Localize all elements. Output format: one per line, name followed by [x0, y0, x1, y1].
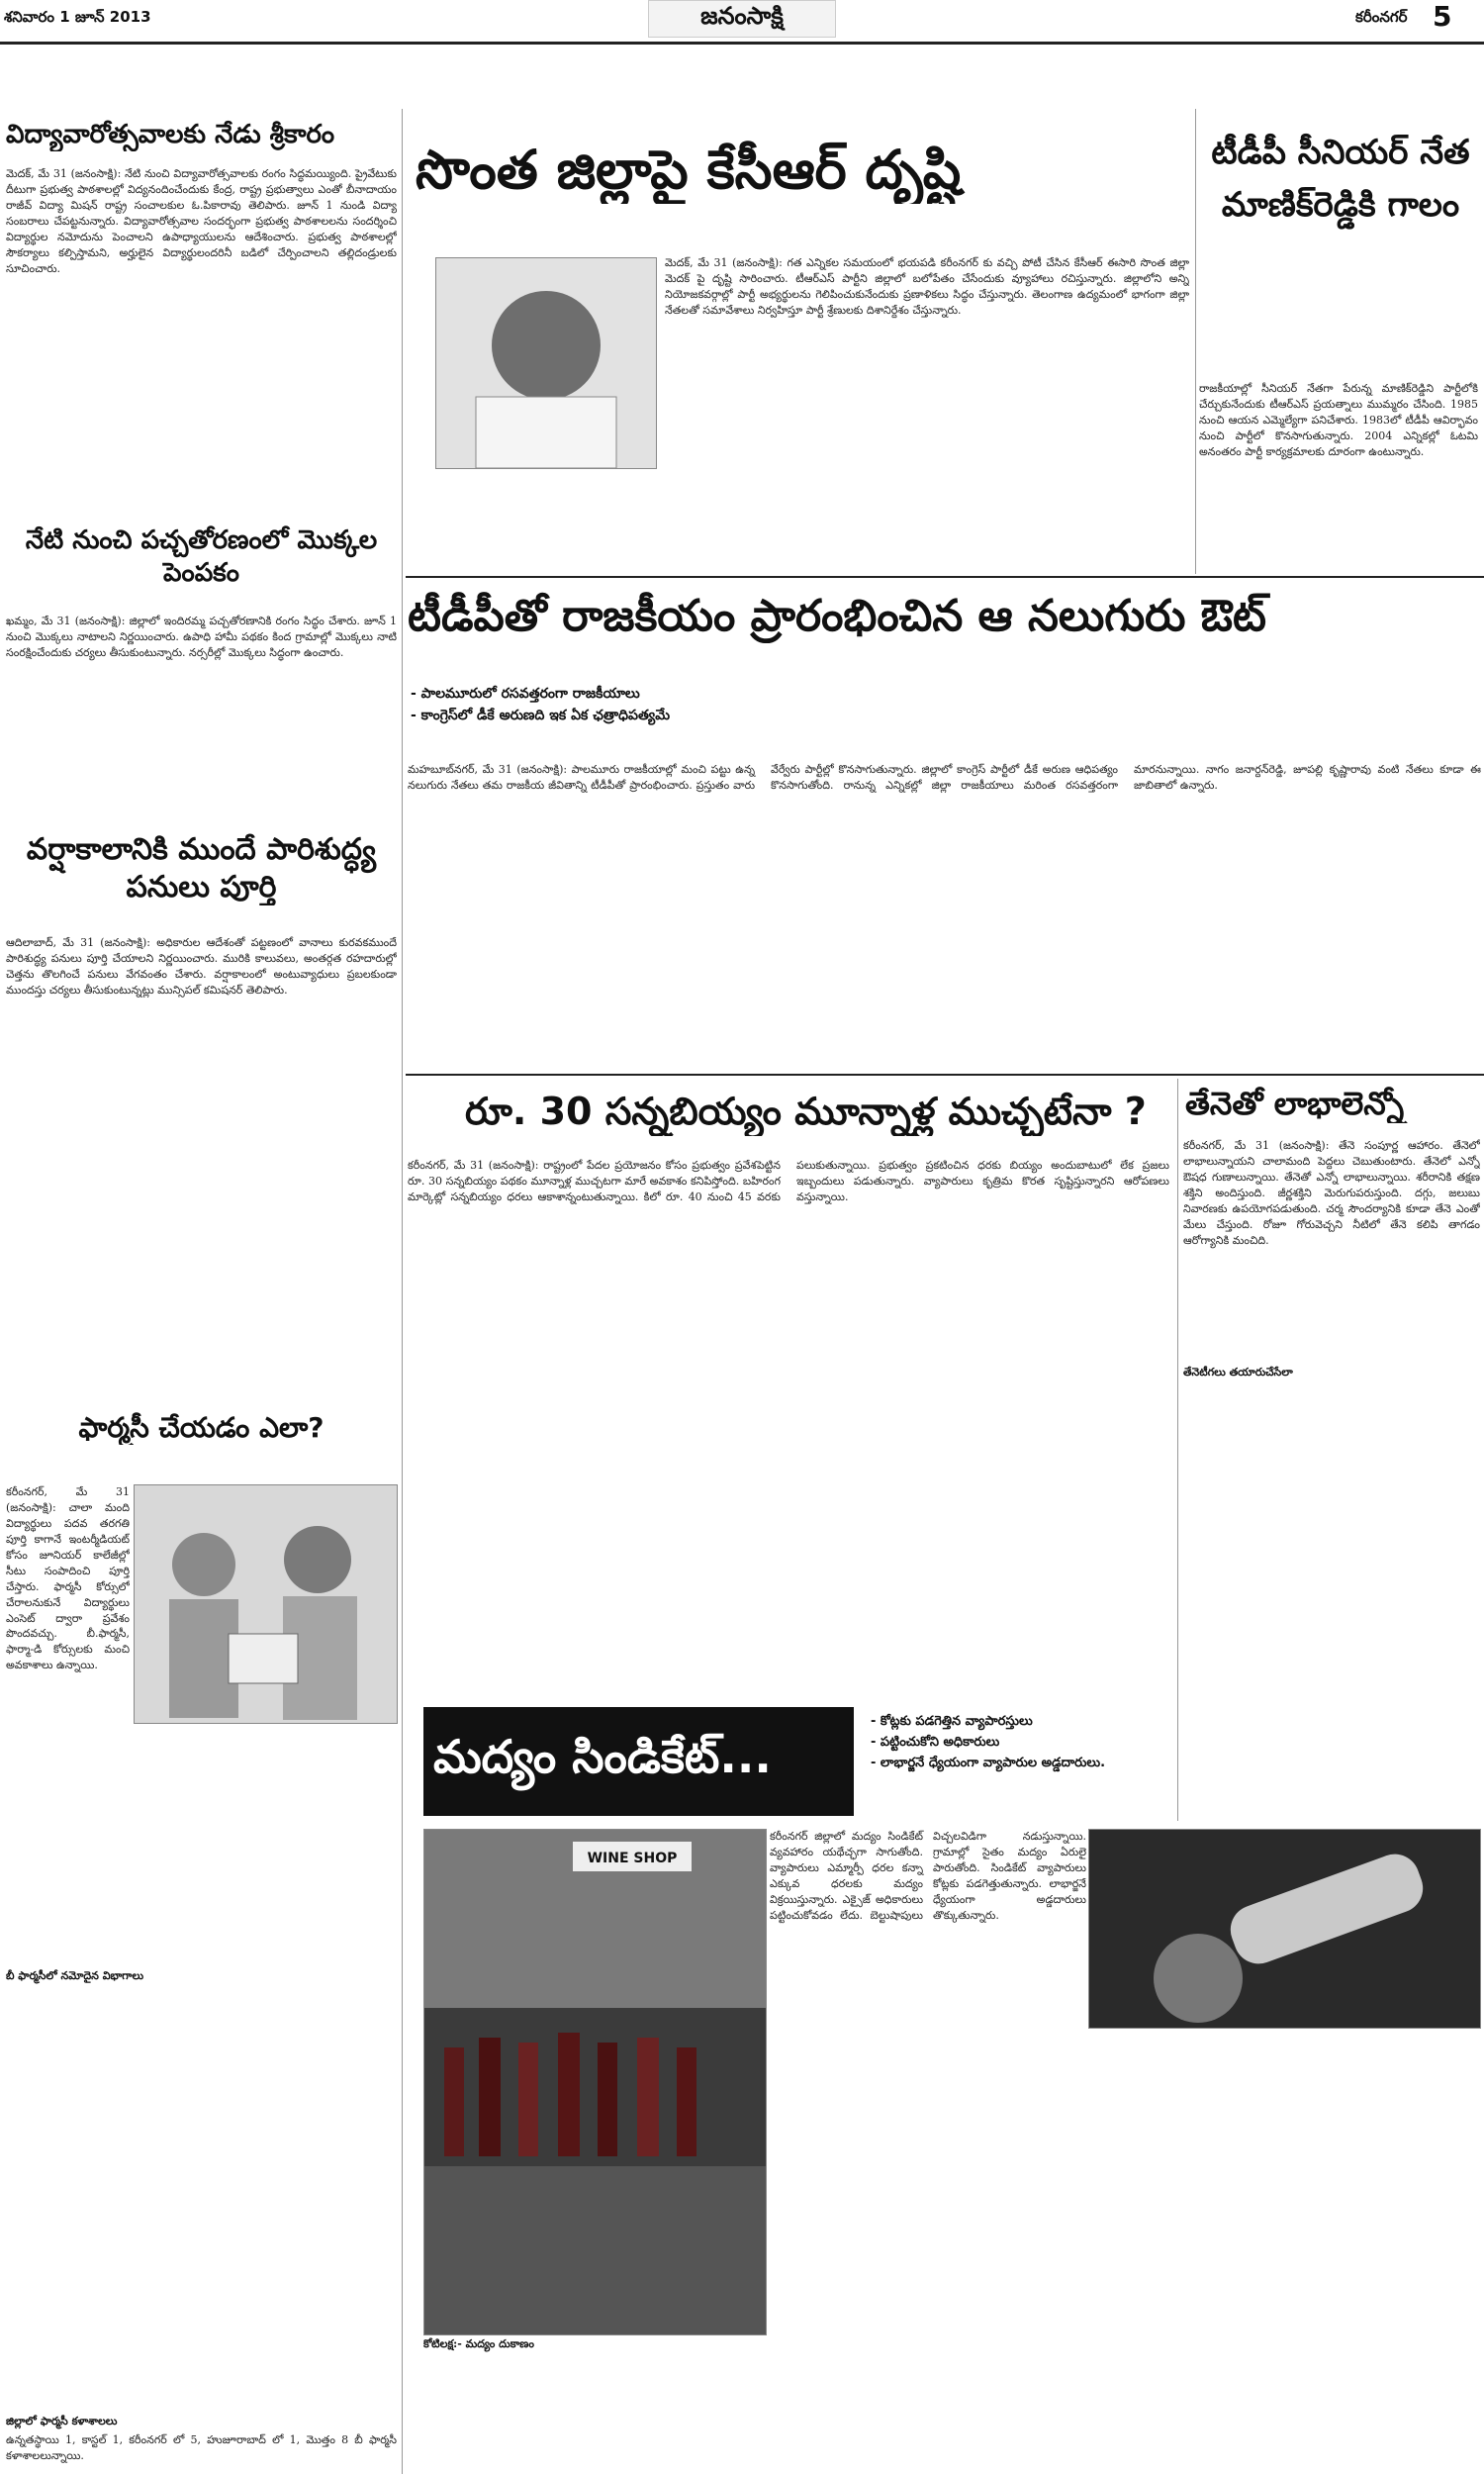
third-body: కరీంనగర్, మే 31 (జనంసాక్షి): రాష్ట్రంలో పేదల ప్రయోజనం కోసం ప్రభుత్వం ప్రవేశపెట్టిన రూ. 30 సన్నబియ్యం పథకం మూన్నాళ్ల ముచ్చటగా మారే అవకాశం కనిపిస్తోంది. బహిరంగ మార్కెట్లో సన్నబియ్యం ధరలు ఆకాశాన్నంటుతున్నాయి. కిలో రూ. 40 నుంచి 45 వరకు పలుకుతున్నాయి. ప్రభుత్వం ప్రకటించిన ధరకు బియ్యం అందుబాటులో లేక ప్రజలు ఇబ్బందులు పడుతున్నారు. వ్యాపారులు కృత్రిమ కొరత సృష్టిస్తున్నారని ఆరోపణలు వస్తున్నాయి. [408, 1159, 1169, 1203]
kcr-photo [435, 257, 657, 469]
article4-footer: ఉన్నతస్థాయి 1, కాస్టల్ 1, కరీంనగర్ లో 5, హుజూరాబాద్ లో 1, మొత్తం 8 బీ ఫార్మసీ కళాశాలలున్నాయి. [6, 2433, 397, 2462]
side-divider [1195, 109, 1196, 574]
article2-title: నేటి నుంచి పచ్చతోరణంలో మొక్కల పెంపకం [25, 525, 378, 588]
article2-body: ఖమ్మం, మే 31 (జనంసాక్షి): జిల్లాలో ఇందిరమ్మ పచ్చతోరణానికి రంగం సిద్ధం చేశారు. జూన్ 1 నుంచి మొక్కలు నాటాలని నిర్ణయించారు. ఉపాధి హామీ పథకం కింద గ్రామాల్లో మొక్కలు నాటి సంరక్షించేందుకు చర్యలు తీసుకుంటున్నారు. నర్సరీల్లో మొక్కలు సిద్ధంగా ఉంచారు. [6, 615, 397, 659]
article4-title: ఫార్మసీ చేయడం ఎలా? [78, 1411, 325, 1444]
page-number: 5 [1433, 0, 1452, 33]
article3-title: వర్షాకాలానికి ముందే పారిశుద్ధ్య పనులు పూర్తి [26, 832, 377, 904]
article3-body: ఆదిలాబాద్, మే 31 (జనంసాక్షి): అధికారుల ఆదేశంతో పట్టణంలో వానాలు కురవకముందే పారిశుద్ధ్య పనులు పూర్తి చేయాలని నిర్ణయించారు. మురికి కాలువలు, అంతర్గత రహదారుల్లో చెత్తను తొలగించే పనులు వేగవంతం చేశారు. వర్షాకాలంలో అంటువ్యాధులు ప్రబలకుండా ముందస్తు చర్యలు తీసుకుంటున్నట్లు మున్సిపల్ కమిషనర్ తెలిపారు. [6, 936, 397, 997]
edition-name: కరీంనగర్ [1355, 8, 1408, 26]
lead-title: సొంత జిల్లాపై కేసీఆర్ దృష్టి [416, 139, 962, 201]
third-title: రూ. 30 సన్నబియ్యం మూన్నాళ్ల ముచ్చటేనా ? [465, 1090, 1147, 1133]
masthead-logo: జనంసాక్షి [648, 0, 836, 38]
honey-divider [1177, 1079, 1178, 1821]
bottom-bullet-1: - కోట్లకు పడగెత్తిన వ్యాపారస్తులు [871, 1714, 1033, 1729]
fourth-body: కరీంనగర్, మే 31 (జనంసాక్షి): తేనె సంపూర్ణ ఆహారం. తేనెలో లాభాలున్నాయని చాలామంది పెద్దలు చెబుతుంటారు. తేనెలో ఎన్నో ఔషధ గుణాలున్నాయి. తేనెతో ఎన్నో లాభాలున్నాయి. శరీరానికి తక్షణ శక్తిని అందిస్తుంది. జీర్ణశక్తిని మెరుగుపరుస్తుంది. దగ్గు, జలుబు నివారణకు ఉపయోగపడుతుంది. చర్మ సౌందర్యానికి కూడా తేనె ఎంతో మేలు చేస్తుంది. రోజూ గోరువెచ్చని నీటిలో తేనె కలిపి తాగడం ఆరోగ్యానికి మంచిది. [1183, 1139, 1480, 1247]
second-body: మహబూబ్‌నగర్, మే 31 (జనంసాక్షి): పాలమూరు రాజకీయాల్లో మంచి పట్టు ఉన్న నలుగురు నేతలు తమ రాజకీయ జీవితాన్ని టీడీపీతో ప్రారంభించారు. ప్రస్తుతం వారు వేర్వేరు పార్టీల్లో కొనసాగుతున్నారు. జిల్లాలో కాంగ్రెస్ పార్టీలో డీకే అరుణ ఆధిపత్యం కొనసాగుతోంది. రానున్న ఎన్నికల్లో జిల్లా రాజకీయాలు మరింత రసవత్తరంగా మారనున్నాయి. నాగం జనార్దన్‌రెడ్డి, జూపల్లి కృష్ణారావు వంటి నేతలు కూడా ఈ జాబితాలో ఉన్నారు. [408, 763, 1481, 792]
students-photo-graphic [135, 1485, 397, 1723]
wine-shop-photo-graphic [424, 1830, 766, 2334]
side-body: రాజకీయాల్లో సీనియర్ నేతగా పేరున్న మాణిక్‌రెడ్డిని పార్టీలోకి చేర్చుకునేందుకు టీఆర్ఎస్ ప్రయత్నాలు ముమ్మరం చేసింది. 1985 నుంచి ఆయన ఎమ్మెల్యేగా పనిచేశారు. 1983లో టీడీపీ ఆవిర్భావం నుంచి పార్టీలో కొనసాగుతున్నారు. 2004 ఎన్నికల్లో ఓటమి అనంతరం పార్టీ కార్యక్రమాలకు దూరంగా ఉంటున్నారు. [1199, 382, 1478, 458]
article4-subhead1: బీ ఫార్మసీలో నమోదైన విభాగాలు [6, 1969, 144, 1982]
bottle-photo-graphic [1089, 1830, 1480, 2028]
section-rule-1 [406, 576, 1484, 578]
kcr-photo-graphic [436, 258, 656, 468]
wine-photo-caption: కోటిలక్ష:- మద్యం దుకాణం [423, 2337, 534, 2350]
second-bullet-1: - పాలమూరులో రసవత్తరంగా రాజకీయాలు [411, 686, 640, 702]
article1-title: విద్యావారోత్సవాలకు నేడు శ్రీకారం [6, 120, 335, 149]
lead-body: మెదక్, మే 31 (జనంసాక్షి): గత ఎన్నికల సమయంలో భయపడి కరీంనగర్ కు వచ్చి పోటీ చేసిన కేసీఆర్ ఈసారి సొంత జిల్లా మెదక్ పై దృష్టి సారించారు. టీఆర్ఎస్ పార్టీని జిల్లాలో బలోపేతం చేసేందుకు వ్యూహాలు రచిస్తున్నారు. జిల్లాలోని అన్ని నియోజకవర్గాల్లో పార్టీ అభ్యర్థులను గెలిపించుకునేందుకు ప్రణాళికలు సిద్ధం చేస్తున్నారు. తెలంగాణ ఉద్యమంలో భాగంగా జిల్లా నేతలతో సమావేశాలు నిర్వహిస్తూ పార్టీ శ్రేణులకు దిశానిర్దేశం చేస్తున్నారు. [665, 256, 1189, 317]
issue-date: శనివారం 1 జూన్ 2013 [4, 8, 151, 26]
side-title: టీడీపీ సీనియర్ నేత మాణిక్‌రెడ్డికి గాలం [1211, 133, 1470, 225]
article4-subhead2: జిల్లాలో ఫార్మసీ కళాశాలలు [6, 2415, 118, 2427]
header-rule [0, 42, 1484, 45]
wine-shop-sign: WINE SHOP [587, 1851, 678, 1866]
fourth-subhead: తేనెటీగలు తయారుచేసేలా [1183, 1366, 1480, 1381]
article1-body: మెదక్, మే 31 (జనంసాక్షి): నేటి నుంచి విద్యావారోత్సవాలకు రంగం సిద్ధమయ్యింది. ప్రైవేటుకు దీటుగా ప్రభుత్వ పాఠశాలల్లో విద్యనందించేందుకు కేంద్ర, రాష్ట్ర ప్రభుత్వాలు ఎంతో బీనాదాయం రాజీవ్ విద్యా మిషన్ రాష్ట్ర సంచాలకుల ఓ.పికారావు తెలిపారు. జూన్ 1 నుండి విద్యా సంబరాలు చేపట్టనున్నారు. విద్యావారోత్సవాల సంద‌ర్భంగా ప్రభుత్వ పాఠశాలలను సందర్శించి విద్యార్థుల నమోదును పెంచాలని ఉపాధ్యాయులను ఆదేశించారు. ప్రభుత్వ పాఠశాలల్లో సౌకర్యాలు కల్పిస్తామని, అర్హులైన విద్యార్థులందరినీ బడిలో చేర్పించాలని తల్లిదండ్రులకు సూచించారు. [6, 167, 397, 275]
second-bullets [411, 683, 846, 727]
column-divider [402, 109, 403, 2474]
second-bullet-2: - కాంగ్రెస్‌లో డీకే అరుణది ఇక ఏక ఛత్రాధిపత్యమే [411, 708, 671, 724]
bottom-bullet-2: - పట్టించుకోని అధికారులు [871, 1734, 1000, 1750]
students-photo [134, 1484, 398, 1724]
fourth-title: తేనెతో లాభాలెన్నో [1185, 1085, 1405, 1122]
second-title: టీడీపీతో రాజకీయం ప్రారంభించిన ఆ నలుగురు ఔట్ [408, 591, 1266, 641]
wine-shop-photo [423, 1829, 767, 2335]
section-rule-2 [406, 1074, 1484, 1076]
bottom-body: కరీంనగర్ జిల్లాలో మద్యం సిండికేట్ వ్యవహారం యథేచ్ఛగా సాగుతోంది. వ్యాపారులు ఎమ్మార్పీ ధరల కన్నా ఎక్కువ ధరలకు మద్యం విక్రయిస్తున్నారు. ఎక్సైజ్ అధికారులు పట్టించుకోవడం లేదు. బెల్టుషాపులు విచ్చలవిడిగా నడుస్తున్నాయి. గ్రామాల్లో సైతం మద్యం ఏరులై పారుతోంది. సిండికేట్ వ్యాపారులు కోట్లకు పడగెత్తుతున్నారు. లాభార్జనే ధ్యేయంగా అడ్డదారులు తొక్కుతున్నారు. [770, 1830, 1086, 1922]
bottom-bullet-3: - లాభార్జనే ధ్యేయంగా వ్యాపారుల అడ్డదారులు. [871, 1755, 1106, 1770]
bottle-photo [1088, 1829, 1481, 2029]
article4-body: కరీంనగర్, మే 31 (జనంసాక్షి): చాలా మంది విద్యార్థులు పదవ తరగతి పూర్తి కాగానే ఇంటర్మీడియట్ కోసం జూనియర్ కాలేజీల్లో సీటు సంపాదించి పూర్తి చేస్తారు. ఫార్మసీ కోర్సులో చేరాలనుకునే విద్యార్థులు ఎంసెట్ ద్వారా ప్రవేశం పొందవచ్చు. బీ.ఫార్మసీ, ఫార్మా-డి కోర్సులకు మంచి అవకాశాలు ఉన్నాయి. [6, 1485, 130, 1672]
bottom-bullets [871, 1712, 1177, 1773]
bottom-title: మద్యం సిండికేట్... [423, 1707, 854, 1816]
